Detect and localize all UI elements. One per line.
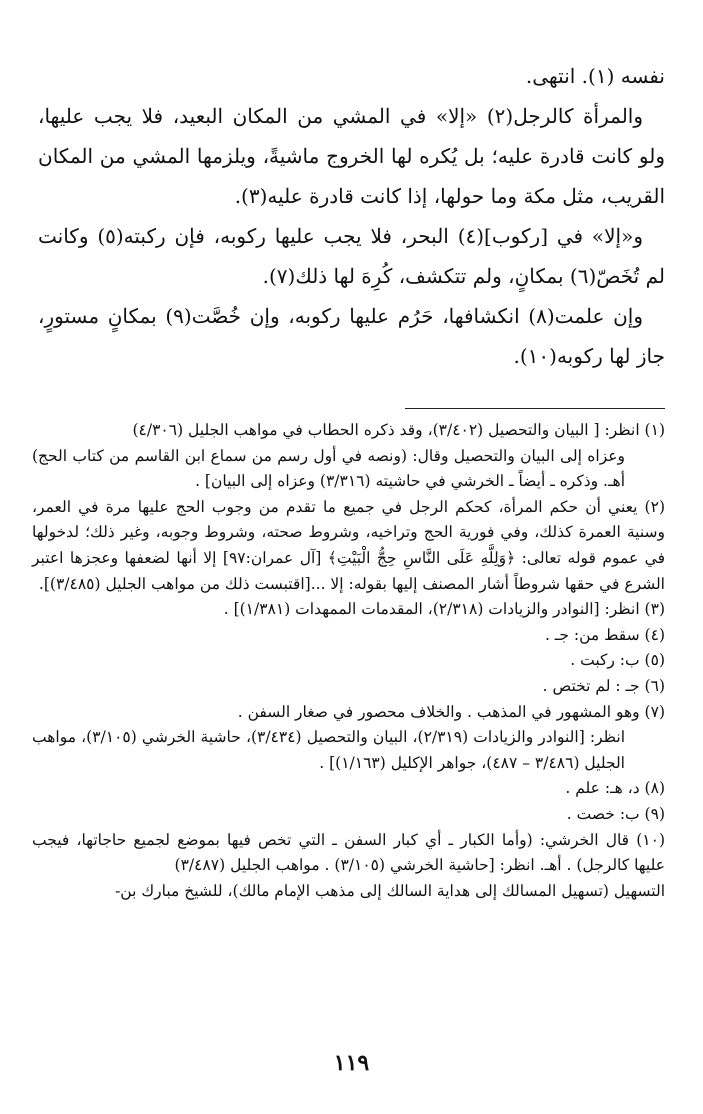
footnote-7: (٧) وهو المشهور في المذهب . والخلاف محصور في صغار السفن .: [237, 702, 665, 721]
main-paragraph-3: و«إلا» في [ركوب](٤) البحر، فلا يجب عليها ركوبه، فإن ركبته(٥) وكانت لم تُخَصّ(٦) بمكانٍ، ولم تتكشف، كُرِهَ لها ذلك(٧).: [38, 224, 665, 288]
footnote-7-continuation: انظر: [النوادر والزيادات (٢/٣١٩)، البيان والتحصيل (٣/٤٣٤)، حاشية الخرشي (٣/١٠٥)، مواهب الجليل (٣/٤٨٦ – ٤٨٧)، جواهر الإكليل (١/١٦٣)] .: [32, 728, 625, 772]
main-text: [38, 56, 665, 376]
footnote-separator: [405, 408, 665, 409]
footnote-6: (٦) جـ : لم تختص .: [542, 676, 665, 695]
footnote-1: (١) انظر: [ البيان والتحصيل (٣/٤٠٢)، وقد ذكره الحطاب في مواهب الجليل (٤/٣٠٦): [132, 421, 665, 439]
footnote-2: (٢) يعني أن حكم المرأة، كحكم الرجل في جميع ما تقدم من وجوب الحج عليها مرة في العمر، وسنية العمرة كذلك، وفي فورية الحج وتراخيه، وشروط صحته، وشروط وجوبه، وغير ذلك؛ لدخولها في عموم قوله تعالى: ﴿وَلِلَّهِ عَلَى النَّاسِ حِجُّ الْبَيْتِ﴾ [آل عمران:٩٧] إلا أنها لضعفها وعجزها اعتبر الشرع في حقها شروطاً أشار المصنف إليها بقوله: إلا ...[اقتبست ذلك من مواهب الجليل (٣/٤٨٥)].: [32, 497, 665, 593]
main-paragraph-4: وإن علمت(٨) انكشافها، حَرُم عليها ركوبه، وإن خُصَّت(٩) بمكانٍ مستورٍ، جاز لها ركوبه(١٠).: [38, 304, 665, 368]
main-paragraph-1: نفسه (١). انتهى.: [525, 64, 665, 88]
footnote-10: (١٠) قال الخرشي: (وأما الكبار ـ أي كبار السفن ـ التي تخص فيها بموضع لجميع حاجاتها، فيجب عليها كالرجل) . أهـ. انظر: [حاشية الخرشي (٣/١٠٥) . مواهب الجليل (٣/٤٨٧): [32, 830, 665, 875]
footnote-carryover: التسهيل (تسهيل المسالك إلى هداية السالك إلى مذهب الإمام مالك)، للشيخ مبارك بن-: [115, 881, 665, 900]
footnote-8: (٨) د، هـ: علم .: [565, 779, 665, 798]
footnotes: [32, 418, 665, 904]
main-paragraph-2: والمرأة كالرجل(٢) «إلا» في المشي من المكان البعيد، فلا يجب عليها، ولو كانت قادرة عليه؛ بل يُكره لها الخروج ماشيةً، ويلزمها المشي من المكان القريب، مثل مكة وما حولها، إذا كانت قادرة عليه(٣).: [38, 104, 665, 208]
footnote-1-continuation: وعزاه إلى البيان والتحصيل وقال: (ونصه في أول رسم من سماع ابن القاسم من كتاب الحج) أهـ. وذكره ـ أيضاً ـ الخرشي في حاشيته (٣/٣١٦) وعزاه إلى البيان] .: [32, 446, 625, 491]
footnote-9: (٩) ب: خصت .: [566, 804, 665, 823]
footnote-5: (٥) ب: ركبت .: [570, 651, 665, 670]
footnote-4: (٤) سقط من: جـ .: [544, 625, 665, 644]
footnote-3: (٣) انظر: [النوادر والزيادات (٢/٣١٨)، المقدمات الممهدات (١/٣٨١)] .: [223, 600, 665, 619]
page-number: ١١٩: [333, 1050, 370, 1076]
